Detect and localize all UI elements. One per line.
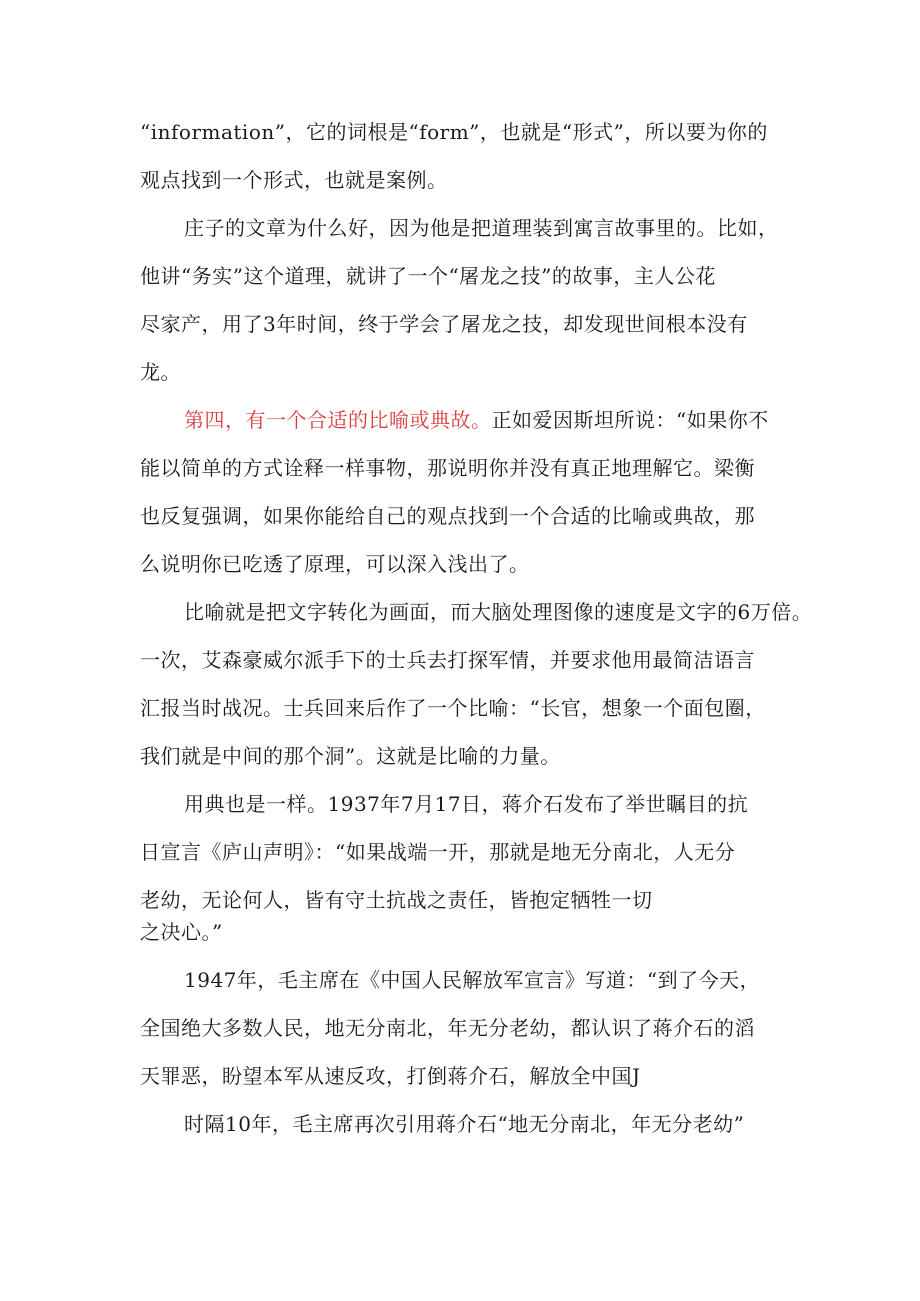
text-line: 龙。 (140, 360, 181, 384)
text-line: 一次，艾森豪威尔派手下的士兵去打探军情，并要求他用最简洁语言 (140, 648, 755, 672)
text-line: 全国绝大多数人民，地无分南北，年无分老幼，都认识了蒋介石的滔 (140, 1016, 755, 1040)
paragraph-start-line: 用典也是一样。1937年7月17日，蒋介石发布了举世瞩目的抗 (184, 792, 749, 816)
paragraph-start-line: 比喻就是把文字转化为画面，而大脑处理图像的速度是文字的6万倍。 (184, 600, 813, 624)
text-line: 老幼，无论何人，皆有守土抗战之责任，皆抱定牺牲一切 (140, 888, 653, 912)
paragraph-start-line: 时隔10年，毛主席再次引用蒋介石“地无分南北，年无分老幼” (184, 1112, 745, 1136)
text-line: 也反复强调，如果你能给自己的观点找到一个合适的比喻或典故，那 (140, 504, 755, 528)
highlighted-heading: 第四，有一个合适的比喻或典故。 (184, 408, 492, 432)
paragraph-start-line: 庄子的文章为什么好，因为他是把道理装到寓言故事里的。比如， (184, 216, 779, 240)
text-line: 汇报当时战况。士兵回来后作了一个比喻：“长官，想象一个面包圈， (140, 696, 766, 720)
text-line: 么说明你已吃透了原理，可以深入浅出了。 (140, 552, 530, 576)
text-line: 天罪恶，盼望本军从速反攻，打倒蒋介石，解放全中国J (140, 1064, 641, 1088)
text-line: 他讲“务实”这个道理，就讲了一个“屠龙之技”的故事，主人公花 (140, 264, 716, 288)
text-line: 能以简单的方式诠释一样事物，那说明你并没有真正地理解它。梁衡 (140, 456, 755, 480)
text-line: “information”，它的词根是“form”，也就是“形式”，所以要为你的 (140, 120, 768, 144)
text-line: 尽家产，用了3年时间，终于学会了屠龙之技，却发现世间根本没有 (140, 312, 748, 336)
text-line: 之决心。” (140, 920, 223, 944)
paragraph-start-line: 1947年，毛主席在《中国人民解放军宣言》写道：“到了今天， (184, 968, 761, 992)
text-line: 观点找到一个形式，也就是案例。 (140, 168, 448, 192)
highlighted-paragraph-start (184, 406, 769, 434)
text-line: 日宣言《庐山声明》：“如果战端一开，那就是地无分南北，人无分 (140, 840, 736, 864)
text-line: 我们就是中间的那个洞”。这就是比喻的力量。 (140, 744, 561, 768)
heading-continuation: 正如爱因斯坦所说：“如果你不 (491, 408, 769, 432)
